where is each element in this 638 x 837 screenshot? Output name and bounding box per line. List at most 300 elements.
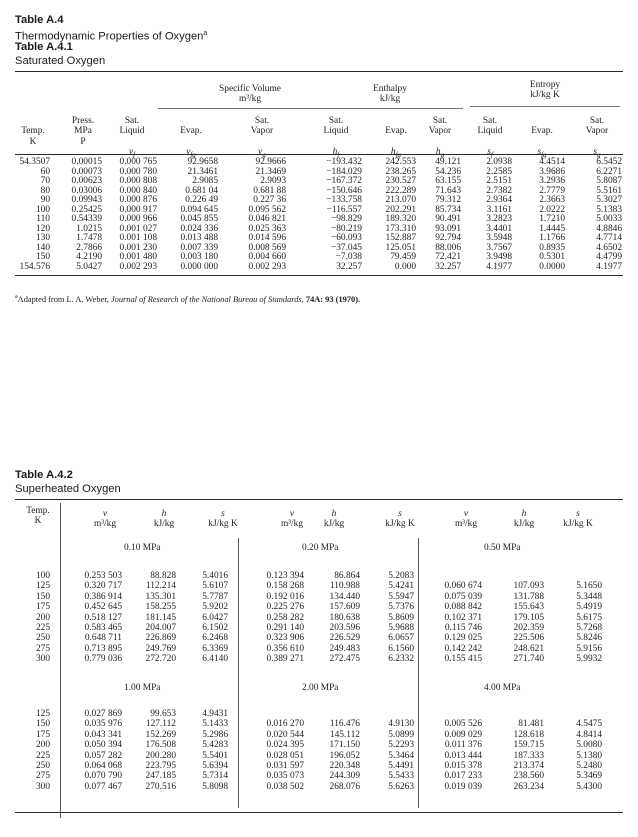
table-cell: 5.9156 [576,643,602,654]
table-cell: 202.291 [385,204,416,215]
table-cell: 92.9666 [255,157,286,167]
a41-colhead-symbol: $v_{fg}$ [186,147,196,160]
table-cell: 32.257 [336,262,362,273]
a42-vertical-rule [60,503,61,818]
table-cell: 130 [35,233,50,244]
table-cell: 150 [35,252,50,263]
a42-colhead-unit: kJ/kg [323,519,345,530]
a42-pressure-label-0-0: 0.10 MPa [124,543,161,553]
a41-colhead-line [574,137,620,147]
table-cell: 3.5948 [486,233,512,244]
table-cell: 4.5475 [576,719,602,730]
table-cell: −98.829 [330,214,362,225]
table-cell [550,571,602,581]
table-cell: 5.3464 [388,750,414,761]
a41-colhead-7 [420,116,460,158]
a42-colhead-1 [80,509,130,530]
a41-colhead-line [168,116,214,126]
a41-colhead-line: Evap. [385,126,407,137]
a41-colhead-symbol: $s_f$ [487,147,493,160]
table-a41-footnote: $^a$Adapted from L. A. Weber, Journal of Research of the National Bureau of Standards, 74A: 93 (1970). [15,294,361,304]
table-cell: 81.481 [518,719,544,730]
table-cell: 2.0938 [486,157,512,167]
table-cell: 0.000 000 [180,262,218,273]
table-cell: 0.003 180 [180,252,218,263]
table-cell: 0.000 780 [119,166,157,177]
table-cell: 3.2823 [486,214,512,225]
table-cell [424,709,482,719]
table-cell: 226.529 [329,633,360,644]
table-cell: 0.258 282 [266,612,304,623]
a42-data-column-1-1-h [314,709,360,792]
table-cell: 5.4300 [576,781,602,792]
a42-data-column-0-0-v [66,571,122,665]
table-cell: 5.4283 [202,740,228,751]
table-a42-bottom-rule [15,812,623,813]
a41-colhead-4 [240,116,284,158]
table-cell: 0.019 039 [444,781,482,792]
a42-pressure-label-1-0: 1.00 MPa [124,683,161,693]
table-cell: 0.035 976 [84,719,122,730]
a42-data-column-1-0-h [132,709,176,792]
table-cell: 5.7314 [202,771,228,782]
table-cell: 145.112 [329,729,360,740]
a42-colhead-symbol: h [331,509,337,519]
table-cell: 175 [35,602,50,613]
table-cell: 0.000 765 [119,157,157,167]
table-cell: 0.009 029 [444,729,482,740]
table-cell: 0.681 04 [185,185,218,196]
table-cell: 110 [36,214,50,225]
a42-colhead-symbol: s [576,509,580,519]
table-cell: 154.576 [19,262,50,273]
table-cell: 5.5161 [596,185,622,196]
table-cell: 159.715 [513,740,544,751]
table-cell: 5.4016 [202,571,228,581]
table-cell: 223.795 [145,761,176,772]
a41-colhead-line [374,116,418,126]
table-cell: 0.077 467 [84,781,122,792]
table-cell: 3.9686 [539,166,565,177]
a42-vertical-rule [418,538,419,808]
table-cell: 0.004 660 [248,252,286,263]
table-cell: 202.359 [513,623,544,634]
table-cell: 0.779 036 [84,654,122,665]
table-cell: 152.269 [145,729,176,740]
a41-colhead-symbol: $v_g$ [258,147,266,160]
table-cell: 0.227 36 [253,195,286,206]
entropy-underline [470,106,620,107]
table-cell: 49.121 [435,157,461,167]
a41-colhead-line: Vapor [428,126,452,137]
table-cell: 0.253 503 [84,571,122,581]
a41-colhead-line: Sat. [432,116,448,126]
table-cell: 300 [35,654,50,665]
table-cell: 0.017 233 [444,771,482,782]
table-cell: 5.4241 [388,581,414,592]
table-cell: 5.1433 [202,719,228,730]
table-cell: 180.638 [329,612,360,623]
table-cell: 5.6263 [388,781,414,792]
table-cell: 5.4491 [388,761,414,772]
a42-colhead-unit: kJ/kg K [208,519,238,530]
table-cell: 150 [35,719,50,730]
table-cell: 4.4799 [596,252,622,263]
a41-data-column-3 [160,158,218,273]
table-a41-label: Table A.4.1 [15,41,73,53]
a42-data-column-0-1-s [368,571,414,665]
table-cell: 125.051 [385,242,416,253]
table-cell: 5.2083 [388,571,414,581]
table-a42-top-rule [15,499,623,500]
table-cell: 2.7382 [486,185,512,196]
a41-data-column-4 [226,158,286,273]
a42-temp-column-0 [14,571,50,665]
table-cell: 125 [35,709,50,719]
table-cell: 32.257 [435,262,461,273]
table-cell: 88.006 [435,242,461,253]
table-cell: 0.016 270 [266,719,304,730]
table-cell: 6.1502 [202,623,228,634]
a42-colhead-unit: K [34,516,42,527]
a42-pressure-label-1-2: 4.00 MPa [484,683,521,693]
table-cell: 0.25425 [71,204,102,215]
a42-pressure-label-1-1: 2.00 MPa [302,683,339,693]
table-cell: 5.6107 [202,581,228,592]
table-cell: 5.4919 [576,602,602,613]
table-cell: 0.001 480 [119,252,157,263]
table-cell: 0.014 596 [248,233,286,244]
a41-colhead-line: K [29,136,37,147]
table-cell: −7.038 [335,252,362,263]
table-cell: 0.123 394 [266,571,304,581]
table-cell: 0.000 [394,262,416,273]
table-cell: 125 [35,581,50,592]
table-cell: 249.769 [145,643,176,654]
table-cell: 0.075 039 [444,591,482,602]
specific-volume-underline [158,108,345,109]
table-cell: 4.7714 [596,233,622,244]
a42-pressure-label-0-1: 0.20 MPa [302,543,339,553]
table-cell: 99.653 [150,709,176,719]
table-cell: 0.158 268 [266,581,304,592]
table-cell: 5.1383 [596,204,622,215]
a42-data-column-0-0-s [186,571,228,665]
table-a42-label: Table A.4.2 [15,469,73,481]
table-cell: 0.00015 [71,157,102,167]
a42-colhead-unit: kJ/kg K [385,519,415,530]
table-cell: 4.2190 [76,252,102,263]
table-a41-top-rule [15,71,623,72]
table-cell: 189.320 [385,214,416,225]
table-cell: 21.3461 [187,166,218,177]
a41-colhead-symbol: $s_g$ [593,147,601,160]
table-cell: 79.459 [390,252,416,263]
table-cell: 0.002 293 [119,262,157,273]
a41-colhead-line [520,116,564,126]
table-cell: 0.000 917 [119,204,157,215]
a42-vertical-rule [238,538,239,808]
table-cell: 220.348 [329,761,360,772]
table-cell: 238.560 [513,771,544,782]
table-cell: 2.9085 [192,176,218,187]
a41-data-column-6 [368,158,416,273]
a41-data-column-9 [516,158,565,273]
table-cell: 90.491 [435,214,461,225]
a41-data-column-10 [570,158,622,273]
table-cell: 0.038 502 [266,781,304,792]
a41-colhead-line [110,137,154,147]
table-cell: 247.185 [145,771,176,782]
table-cell: 225 [35,750,50,761]
table-cell: 110.988 [329,581,360,592]
table-cell: 272.475 [329,654,360,665]
a41-colhead-line [374,137,418,147]
a41-colhead-line: Evap. [531,126,553,137]
table-cell: 100 [35,571,50,581]
table-cell: −133.758 [326,195,362,206]
a41-colhead-line [468,137,512,147]
table-cell: 0.389 271 [266,654,304,665]
a42-data-column-0-1-h [314,571,360,665]
a42-colhead-symbol: Temp. [26,506,50,516]
table-cell: 6.2332 [388,654,414,665]
table-cell: 5.5401 [202,750,228,761]
a41-colhead-line [16,116,50,126]
table-cell: 5.8609 [388,612,414,623]
a41-colhead-8 [468,116,512,158]
a41-colhead-line: Sat. [254,116,270,126]
a41-colhead-line: Press. [71,116,95,126]
table-cell: 187.333 [513,750,544,761]
table-cell: 0.064 068 [84,761,122,772]
table-cell: 0.001 027 [119,223,157,234]
table-cell: 5.1650 [576,581,602,592]
table-cell: 272.720 [145,654,176,665]
table-cell: 85.734 [435,204,461,215]
table-cell: 0.142 242 [444,643,482,654]
table-cell: 70 [40,176,50,187]
table-cell: 0.356 610 [266,643,304,654]
table-cell: 0.192 016 [266,591,304,602]
table-cell: 135.301 [145,591,176,602]
a41-colhead-line [420,137,460,147]
table-cell: 200 [35,740,50,751]
a42-colhead-6 [376,509,424,530]
table-cell: 242.553 [385,157,416,167]
a42-colhead-symbol: s [398,509,402,519]
table-cell: 1.1766 [539,233,565,244]
table-cell: 225.506 [513,633,544,644]
table-cell: 200 [35,612,50,623]
a41-colhead-symbol: $v_f$ [128,147,136,160]
table-cell: 0.005 526 [444,719,482,730]
table-cell: 248.621 [513,643,544,654]
table-cell: 244.309 [329,771,360,782]
table-cell: 213.374 [513,761,544,772]
a42-colhead-2 [144,509,184,530]
table-cell: 3.4401 [486,223,512,234]
a42-colhead-4 [265,509,319,530]
table-cell: 203.596 [329,623,360,634]
a42-data-column-0-2-v [424,571,482,665]
table-cell: 0.386 914 [84,591,122,602]
table-cell: 140 [35,242,50,253]
table-cell: −37.045 [330,242,362,253]
a42-data-column-1-0-s [186,709,228,792]
table-cell: 171.150 [329,740,360,751]
table-cell: 0.000 808 [119,176,157,187]
table-cell: 250 [35,761,50,772]
table-cell: 4.4514 [539,157,565,167]
a41-colhead-0 [16,116,50,158]
table-cell: 0.00073 [71,166,102,177]
table-cell: 0.648 711 [84,633,122,644]
table-cell: 0.025 363 [248,223,286,234]
table-cell: 79.312 [435,195,461,206]
table-cell: 92.9658 [187,157,218,167]
a42-colhead-unit: kJ/kg [153,519,175,530]
table-cell: 158.255 [145,602,176,613]
table-cell: 5.1380 [576,750,602,761]
table-cell: 0.000 876 [119,195,157,206]
table-cell: 86.864 [334,571,360,581]
a42-colhead-0 [16,506,60,527]
table-cell: 0.452 645 [84,602,122,613]
table-cell: 2.2585 [486,166,512,177]
a41-colhead-symbol [64,147,102,157]
table-cell: 2.7866 [76,242,102,253]
a42-colhead-symbol: v [102,509,108,519]
a42-data-column-1-2-s [550,709,602,792]
table-cell: 0.54339 [71,214,102,225]
a41-colhead-line: Sat. [589,116,605,126]
table-cell: 0.000 966 [119,214,157,225]
a42-colhead-symbol: h [521,509,527,519]
table-cell: 80 [40,185,50,196]
a42-colhead-unit: kJ/kg [513,519,535,530]
table-cell: 0.00623 [71,176,102,187]
table-cell: 0.013 488 [180,233,218,244]
table-cell [494,571,544,581]
a42-data-column-0-0-h [132,571,176,665]
table-cell: 3.2936 [539,176,565,187]
table-cell: 179.105 [513,612,544,623]
table-cell: 0.031 597 [266,761,304,772]
table-cell: 204.007 [145,623,176,634]
table-cell: 60 [40,166,50,177]
table-cell: 1.4445 [539,223,565,234]
a42-colhead-symbol: h [161,509,167,519]
table-cell: 5.7376 [388,602,414,613]
table-cell: 5.7787 [202,591,228,602]
table-cell: 112.214 [145,581,176,592]
table-cell: 6.0657 [388,633,414,644]
a42-data-column-1-1-v [246,709,304,792]
table-cell: 0.518 127 [84,612,122,623]
table-cell: 120 [35,223,50,234]
a42-data-column-1-2-v [424,709,482,792]
a41-colhead-3 [168,116,214,158]
table-cell: 2.9093 [260,176,286,187]
table-cell: 263.234 [513,781,544,792]
table-cell: 0.681 88 [253,185,286,196]
table-cell: 4.9431 [202,709,228,719]
table-a4-label: Table A.4 [15,14,64,26]
table-cell: 0.060 674 [444,581,482,592]
a41-colhead-symbol: $h_{fg}$ [390,147,402,160]
a42-pressure-label-0-2: 0.50 MPa [484,543,521,553]
table-cell: 0.070 790 [84,771,122,782]
a42-colhead-symbol: v [289,509,295,519]
table-cell: 5.3448 [576,591,602,602]
a41-colhead-line: Liquid [323,126,349,137]
table-cell: 6.0427 [202,612,228,623]
table-cell: 0.291 140 [266,623,304,634]
table-cell: 0.8935 [539,242,565,253]
table-cell: 6.2468 [202,633,228,644]
table-cell: 100 [35,204,50,215]
a42-colhead-unit: m³/kg [280,519,304,530]
table-cell: 0.002 293 [248,262,286,273]
a42-temp-column-1 [14,709,50,792]
table-cell: 0.001 230 [119,242,157,253]
table-cell: 5.0080 [576,740,602,751]
a41-colhead-symbol: $h_f$ [332,147,340,160]
a41-colhead-5 [314,116,358,158]
table-cell: 230.527 [385,176,416,187]
table-cell: 0.045 855 [180,214,218,225]
table-cell [246,709,304,719]
table-cell: 71.643 [435,185,461,196]
table-cell: 271.740 [513,654,544,665]
table-cell: 0.057 282 [84,750,122,761]
table-cell: 2.3663 [539,195,565,206]
table-cell: 0.028 051 [266,750,304,761]
table-cell: 0.320 717 [84,581,122,592]
table-cell: 5.9932 [576,654,602,665]
table-cell: 4.1977 [596,262,622,273]
table-cell: 0.050 394 [84,740,122,751]
table-cell: 0.046 821 [248,214,286,225]
a41-colhead-symbol: $s_{fg}$ [537,147,547,160]
table-cell: 5.0427 [76,262,102,273]
table-cell [314,709,360,719]
table-cell: 5.8098 [202,781,228,792]
table-cell: 268.076 [329,781,360,792]
table-cell: 2.0222 [539,204,565,215]
table-cell: 0.027 869 [84,709,122,719]
table-cell: −167.372 [326,176,362,187]
enthalpy-underline [318,108,463,109]
table-cell: 1.7210 [539,214,565,225]
table-cell: 226.869 [145,633,176,644]
table-cell: 92.794 [435,233,461,244]
table-cell: 0.583 465 [84,623,122,634]
a41-colhead-1 [64,116,102,158]
table-cell: 5.5433 [388,771,414,782]
table-cell: 21.3469 [255,166,286,177]
a41-data-column-8 [466,158,512,273]
table-cell: 0.001 108 [119,233,157,244]
table-a41-title: Saturated Oxygen [15,55,106,67]
a42-colhead-7 [440,509,492,530]
table-a42-title: Superheated Oxygen [15,483,121,495]
table-cell: 128.618 [513,729,544,740]
table-cell: 0.008 569 [248,242,286,253]
table-cell: −60.093 [330,233,362,244]
table-cell: 0.713 895 [84,643,122,654]
